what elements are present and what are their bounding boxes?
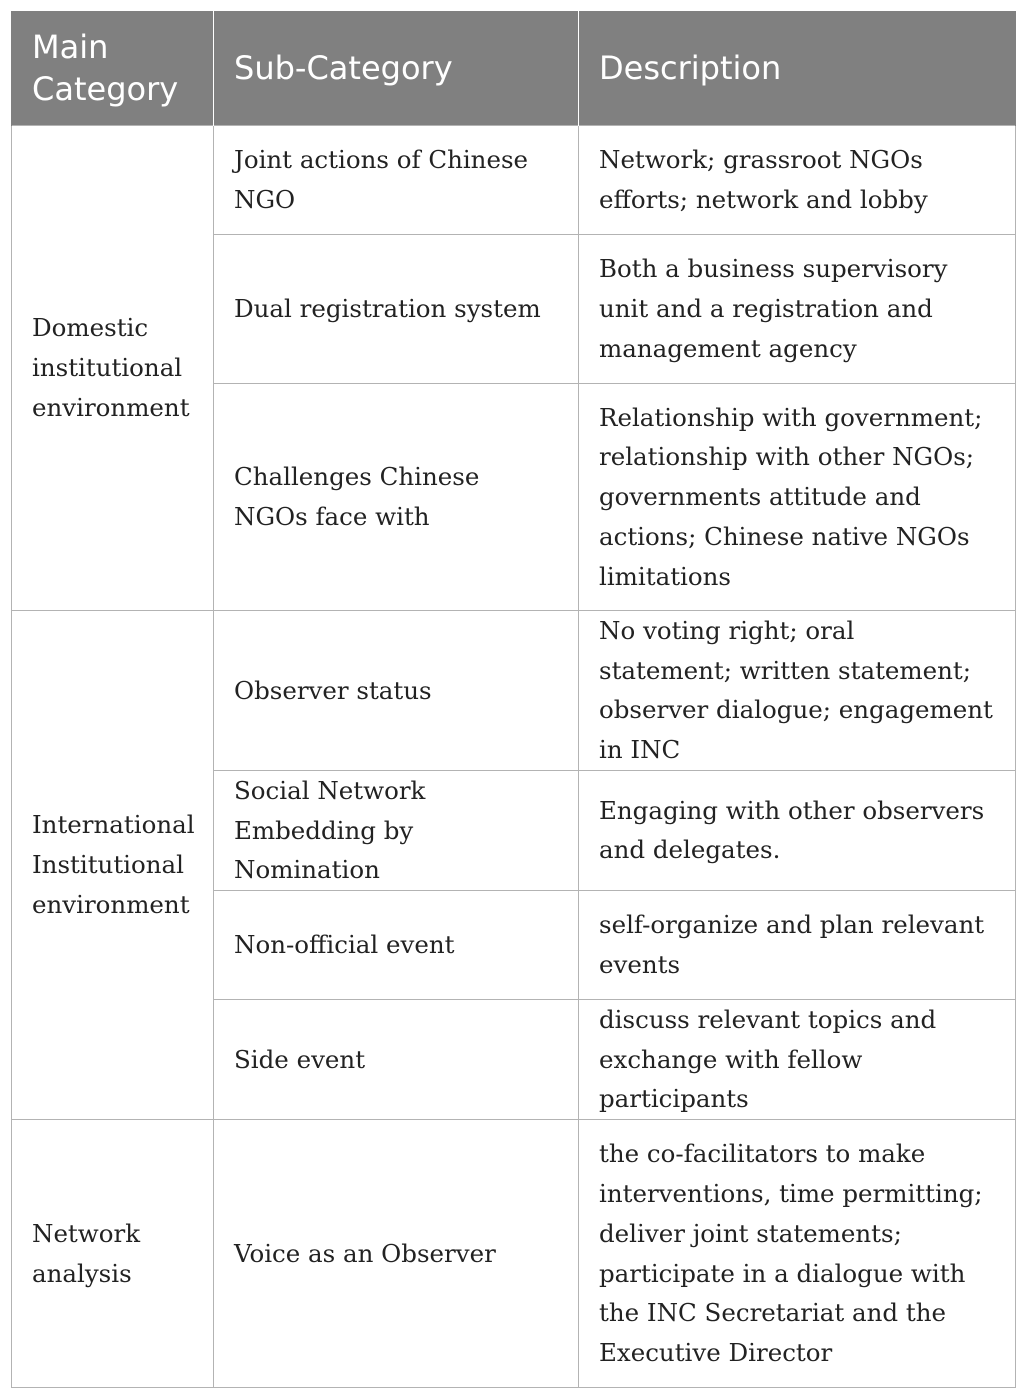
sub-category-cell: Social Network Embedding by Nomination [214,770,579,890]
sub-category-cell: Observer status [214,611,579,771]
description-cell: No voting right; oral statement; written statement; observer dialogue; engagement in INC [579,611,1016,771]
header-description: Description [579,11,1016,126]
description-cell: Both a business supervisory unit and a registration and management agency [579,235,1016,384]
table-row [12,1120,1016,1388]
main-category-cell: International Institutional environment [12,611,214,1120]
table-header [12,11,1016,126]
main-category-cell: Domestic institutional environment [12,126,214,611]
header-row [12,11,1016,126]
description-cell: self-organize and plan relevant events [579,890,1016,999]
sub-category-cell: Challenges Chinese NGOs face with [214,384,579,611]
description-cell: Engaging with other observers and delegates. [579,770,1016,890]
table-row [12,126,1016,235]
main-category-cell: Network analysis [12,1120,214,1388]
sub-category-cell: Joint actions of Chinese NGO [214,126,579,235]
header-sub-category: Sub-Category [214,11,579,126]
description-cell: Relationship with government; relationship with other NGOs; governments attitude and actions; Chinese native NGOs limitations [579,384,1016,611]
description-cell: the co-facilitators to make interventions, time permitting; deliver joint statements; participate in a dialogue with the INC Secretariat and the Executive Director [579,1120,1016,1388]
category-table [11,11,1016,1388]
sub-category-cell: Side event [214,999,579,1119]
header-main-category: Main Category [12,11,214,126]
table-row [12,611,1016,771]
description-cell: discuss relevant topics and exchange with fellow participants [579,999,1016,1119]
description-cell: Network; grassroot NGOs efforts; network and lobby [579,126,1016,235]
sub-category-cell: Non-official event [214,890,579,999]
table-body [12,126,1016,1388]
sub-category-cell: Voice as an Observer [214,1120,579,1388]
sub-category-cell: Dual registration system [214,235,579,384]
